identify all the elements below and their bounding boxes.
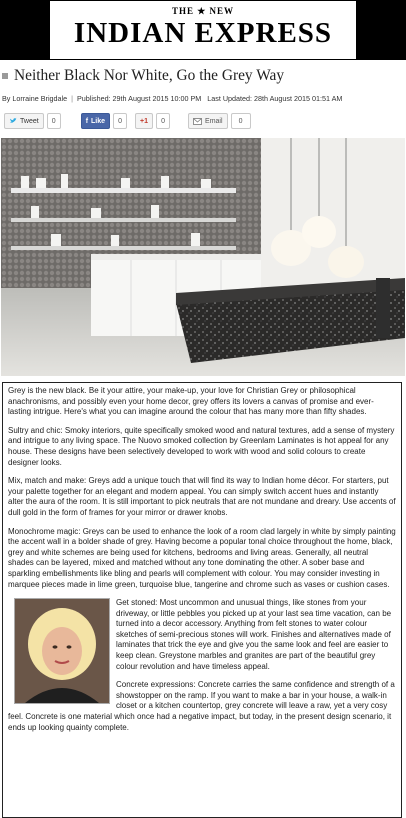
headline-text: Neither Black Nor White, Go the Grey Way <box>14 67 285 84</box>
article-paragraph: Grey is the new black. Be it your attire, your make-up, your love for Christian Grey or philosophical anachronisms, and possibly even your home decor, grey offers its lovers a canvas of promise and ever-lasting intrigue. Here's what you can imagine around the colour that has many more than fifty shades. <box>8 386 374 417</box>
masthead <box>0 0 406 60</box>
tweet-label: Tweet <box>20 117 39 125</box>
facebook-like-button[interactable] <box>81 113 110 129</box>
byline-separator: | <box>71 94 73 103</box>
hero-image <box>1 138 405 376</box>
article-paragraph: Concrete expressions: Concrete carries the same confidence and strength of a showstopper on the ramp. If you want to make a bar in your house, a walk-in closet or a kitchen countertop, grey concrete will leave a raw, yet a very cosy feel. Concrete is one material which once had a negative impact, but today, in the present design scenario, it ends up looking quainty complete. <box>8 680 395 732</box>
email-count: 0 <box>231 113 251 129</box>
article-paragraph: Get stoned: Most uncommon and unusual things, like stones from your driveway, or little pebbles you picked up at your last sea time vacation, can be turned into a decor accessory. Anything from felt stones to water colour sketches of semi-precious stones will work. Finishes and alternatives made of laminates that trick the eye and give you the same look and feel are easier to keep clean. Greystone marbles and granites are part of the beautiful grey colour revolution and have timeless appeal. <box>116 598 392 671</box>
published-date: Published: 29th August 2015 10:00 PM <box>77 94 202 103</box>
like-count: 0 <box>113 113 127 129</box>
kitchen-photo <box>1 138 405 376</box>
masthead-title: INDIAN EXPRESS <box>73 17 333 49</box>
email-label: Email <box>205 117 223 125</box>
article-paragraph: Monochrome magic: Greys can be used to enhance the look of a room clad largely in white by simply painting the accent wall in a bolder shade of grey. Having become a popular tonal choice throughout the home, black, grey and white schemes are being used for kitchens, bedrooms and living areas. Generally, all neutral shades can be layered, mixed and matched without any tone dominating the other. A sober base and sparkling embellishments like bling and pearls will complement with colour. You may consider investing in marquee pieces made in lime green, turquoise blue, tangerine and chrome such as vases or cushion cases. <box>8 526 396 589</box>
article-paragraph: Sultry and chic: Smoky interiors, quite specifically smoked wood and natural textures, add a sense of mystery and intrigue to any living space. The Nuovo smoked collection by Greenlam Laminates is hot appeal for any house. These designs have been selectively developed to work with wood and solid colours to create designer looks. <box>8 425 395 467</box>
facebook-icon: f <box>85 117 89 125</box>
masthead-logo[interactable] <box>50 1 356 59</box>
email-button[interactable] <box>188 113 228 129</box>
share-bar <box>0 103 406 131</box>
google-plus-button[interactable] <box>135 113 153 129</box>
twitter-bird-icon <box>9 117 17 125</box>
article-paragraph: Mix, match and make: Greys add a unique touch that will find its way to Indian home décor. For starters, put your palette together for an elegant and modern appeal. You can simply switch accent hues and instantly alter the aura of the room. It is still important to pick neutrals that are not mundane and dreary. Use accents of dull gold in the form of frames for your mirror or drawer knobs. <box>8 476 396 517</box>
author: By Lorraine Brigdale <box>2 94 68 103</box>
article-body <box>2 382 402 818</box>
email-envelope-icon <box>193 118 202 125</box>
author-photo <box>14 598 110 704</box>
like-label: Like <box>91 117 106 125</box>
headline-bullet-icon <box>2 73 8 79</box>
masthead-tagline: THE ★ NEW <box>171 6 235 16</box>
article-headline <box>0 60 406 88</box>
google-plus-count: 0 <box>156 113 170 129</box>
google-plus-label: +1 <box>140 117 149 125</box>
updated-date: Last Updated: 28th August 2015 01:51 AM <box>207 94 343 103</box>
byline <box>0 88 406 103</box>
tweet-button[interactable] <box>4 113 44 129</box>
tweet-count: 0 <box>47 113 61 129</box>
